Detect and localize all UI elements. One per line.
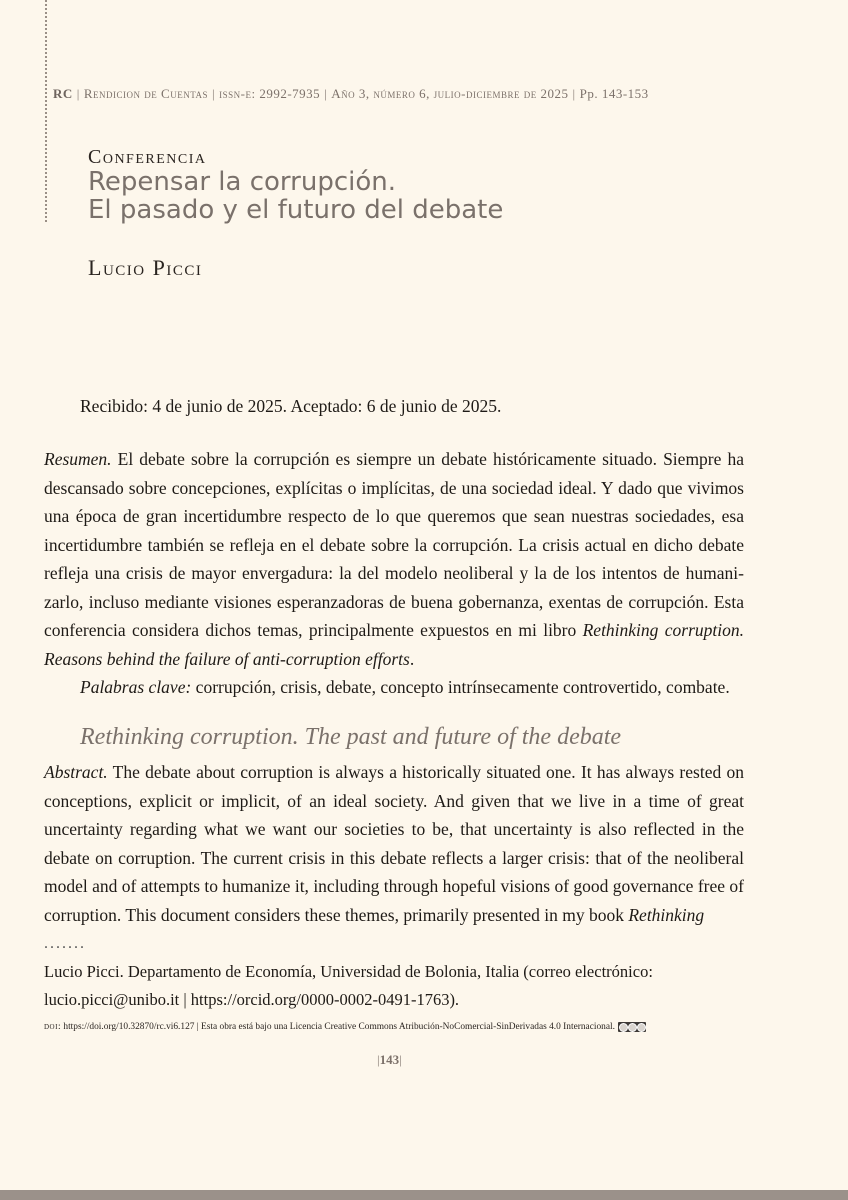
keywords-paragraph <box>80 673 750 702</box>
title-line-1: Repensar la corrupción. <box>88 167 397 197</box>
resumen-text: El debate sobre la corrupción es siempre un debate históricamente situado. Siempre ha descansado sobre concepciones, explícitas o implícitas, de una sociedad ideal. Y dado que vivimos una época de gran incertidumbre respecto de lo que queremos que sean nuestras sociedades, esa incertidumbre también se refleja en el debate sobre la corrupción. La crisis actual en dicho debate refleja una crisis de mayor envergadura: la del modelo neoliberal y la de los intentos de humanizarlo, incluso mediante visiones esperanzadoras de buena gobernanza, exentas de corrupción. Esta conferencia considera dichos temas, principalmente expuestos en mi libro <box>44 449 744 640</box>
doi-text: https://doi.org/10.32870/rc.vi6.127 | Esta obra está bajo una Licencia Creative Commons Atribución-NoComercial-SinDerivadas 4.0 Internacional. <box>61 1022 615 1033</box>
creative-commons-icon <box>618 1022 646 1032</box>
abstract-label: Abstract. <box>44 762 108 782</box>
abstract-book-title: Rethinking <box>628 904 705 925</box>
issn: issn-e: 2992-7935 <box>219 86 321 101</box>
keywords-text: corrupción, crisis, debate, concepto intrínsecamente controvertido, combate. <box>191 677 730 697</box>
journal-name: Rendicion de Cuentas <box>83 86 209 101</box>
margin-dotted-line <box>45 0 47 222</box>
author-name: Lucio Picci <box>88 255 203 280</box>
title-line-2: El pasado y el futuro del debate <box>88 195 504 225</box>
footnote-separator: ....... <box>44 935 86 952</box>
doi-label: doi: <box>44 1022 62 1033</box>
abstract-paragraph <box>44 758 744 929</box>
received-dates: Recibido: 4 de junio de 2025. Aceptado: 6 de junio de 2025. <box>80 396 502 416</box>
abstract-text: The debate about corruption is always a historically situated one. It has always rested on conceptions, explicit or implicit, of an ideal society. And given that we live in a time of great uncertainty regarding what we want our societies to be, that uncertainty is also reflected in the debate on corruption. The current crisis in this debate reflects a larger crisis: that of the neoliberal model and of attempts to humanize it, including through hopeful visions of good governance free of corruption. This document considers these themes, primarily presented in my book <box>44 762 744 925</box>
issue-info: Año 3, número 6, julio-diciembre de 2025 <box>331 86 569 101</box>
page-number: |143| <box>377 1052 402 1067</box>
bottom-band <box>0 1190 848 1200</box>
resumen-label: Resumen. <box>44 449 112 469</box>
resumen-book-title: Rethinking corruption. Reasons behind the failure of anti-corruption efforts <box>44 620 744 669</box>
page-range: Pp. 143-153 <box>579 86 649 101</box>
running-header: RC | Rendicion de Cuentas | issn-e: 2992-7935 | Año 3, número 6, julio-diciembre de 2025 | Pp. 143-153 <box>53 86 649 101</box>
author-footnote: Lucio Picci. Departamento de Economía, Universidad de Bolonia, Italia (correo electrónico: lucio.picci@unibo.it | https://orcid.org/0000-0002-0491-1763). <box>44 962 653 1009</box>
resumen-paragraph: Resumen. El debate sobre la corrupción es siempre un debate históricamente situado. Siempre ha descansado sobre concepciones, explícitas o implícitas, de una sociedad ideal. Y dado que vivimos una época de gran incertidumbre respecto de lo que queremos que sean nuestras sociedades, esa incertidumbre también se refleja en el debate sobre la corrupción. La crisis actual en dicho debate refleja una crisis de mayor envergadura: la del modelo neoliberal y la de los intentos de humanizarlo, incluso mediante visiones esperanzadoras de buena gobernanza, exentas de corrupción. Esta conferencia considera dichos temas, principalmente expuestos en mi libro Rethinking corruption. Reasons behind the failure of anti-corruption efforts. <box>44 449 744 669</box>
keywords-label: Palabras clave: <box>80 677 192 697</box>
section-label: Conferencia <box>88 146 207 168</box>
article-title <box>88 168 503 224</box>
doi-license-line <box>44 1022 744 1032</box>
english-title: Rethinking corruption. The past and future of the debate <box>80 724 622 750</box>
journal-abbr: RC <box>53 86 73 101</box>
